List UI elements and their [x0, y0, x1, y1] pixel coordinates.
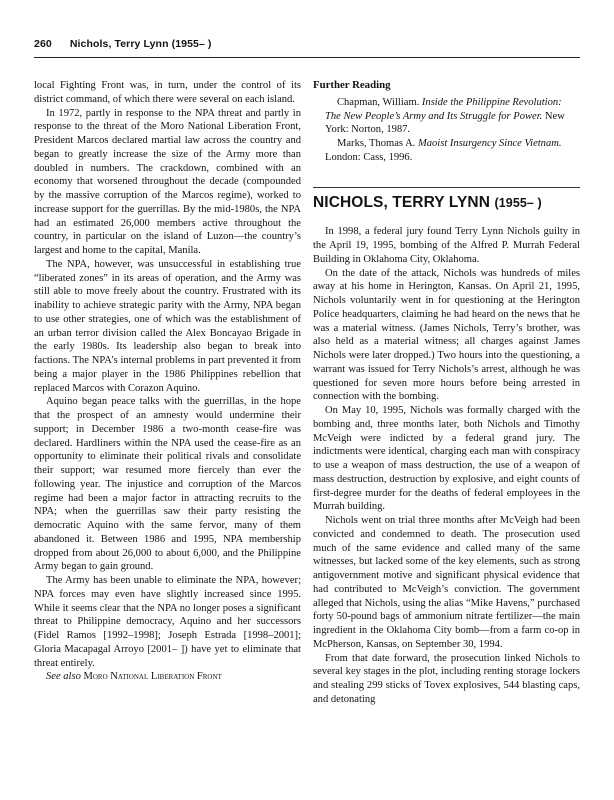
right-column	[313, 79, 580, 707]
body-paragraph: In 1972, partly in response to the NPA threat and partly in response to the threat of the Moro National Liberation Front, President Marcos declared martial law across the country and began to greatly increase the size of the Army more than doubled in numbers. The crackdown, combined with an economy that worsened throughout the decade (compounded by the massive corruption of the Marcos regime), worked to increase support for the guerrillas. By the mid-1980s, the NPA had an estimated 26,000 members active throughout the country, in particular on the island of Luzon—the country’s largest and home to the capital, Manila.	[34, 107, 301, 256]
reference-item	[313, 96, 580, 137]
body-paragraph: On the date of the attack, Nichols was hundreds of miles away at his home in Herington, Kansas. On April 21, 1995, Nichols voluntarily went in for questioning at the Herington Police headquarters, claiming he had heard on the news that he was a material witness. (James Nichols, Terry’s brother, was also held as a material witness; all charges against James Nichols were later dropped.) Two hours into the questioning, a warrant was issued for Terry Nichols’s arrest, although he was questioned for seven more hours before being arrested in connection with the bombing.	[313, 267, 580, 403]
reference-title: Maoist Insurgency Since Vietnam.	[417, 138, 562, 149]
body-paragraph: The NPA, however, was unsuccessful in establishing true “liberated zones” in its areas of operation, and the Army was still able to move freely about the country. Frustrated with its inability to achieve strategic parity with the Army, NPA began to use other strategies, one of which was the establishment of an urban terror division called the Alex Boncayao Brigade in the early 1980s. Its leadership also began to break into factions. The NPA’s internal problems in part prevented it from being a major player in the 1986 Philippines rebellion that replaced Marcos with Corazon Aquino.	[34, 258, 301, 394]
body-paragraph: Nichols went on trial three months after McVeigh had been convicted and condemned to death. The prosecution used much of the same evidence and called many of the same witnesses, but lacked some of the key elements, such as strong antigovernment motive and significant physical evidence that had contributed to McVeigh’s conviction. The government alleged that Nichols, using the alias “Mike Havens,” purchased forty 50-pound bags of ammonium nitrate fertilizer—the main ingredient in the Oklahoma City bomb—from a farm co-op in McPherson, Kansas, on September 30, 1994.	[313, 515, 580, 650]
body-paragraph: On May 10, 1995, Nichols was formally charged with the bombing and, three months later, both Nichols and Timothy McVeigh were indicted by a federal grand jury. The indictments were identical, charging each man with conspiracy to use a weapon of mass destruction, the use of a weapon of mass destruction, destruction by explosive, and eight counts of first-degree murder for the deaths of federal employees in the Murrah building.	[313, 405, 580, 513]
see-also-label: See also	[46, 671, 81, 683]
running-header	[34, 38, 580, 50]
section-rule	[313, 187, 580, 188]
page-number: 260	[34, 38, 52, 50]
left-column	[34, 79, 301, 684]
further-reading-heading: Further Reading	[313, 79, 391, 91]
header-rule	[34, 57, 580, 58]
entry-title-name: NICHOLS, TERRY LYNN	[313, 193, 491, 211]
reference-title: Inside the Philippine Revolution: The New People’s Army and Its Struggle for Power.	[325, 96, 562, 122]
body-paragraph: The Army has been unable to eliminate the NPA, however; NPA forces may even have slightly increased since 1995. While it seems clear that the NPA no longer poses a significant threat to Philippine democracy, Aquino and her successors (Fidel Ramos [1992–1998]; Joseph Estrada [1998–2001]; Gloria Macapagal Arroyo [2001– ]) have yet to eliminate that threat entirely.	[34, 575, 301, 669]
body-paragraph: Aquino began peace talks with the guerrillas, in the hope that the prospect of an amnesty would undermine their support; in December 1986 a two-month cease-fire was declared. Hardliners within the NPA used the cease-fire as an opportunity to eliminate their political rivals and consolidate their support; war resumed more fiercely than ever the following year. The injustice and corruption of the Marcos regime had been a major factor in attracting recruits to the NPA; when the guerrillas saw their party resisting the democratic Aquino with the same fervor, many of them abandoned it. Between 1986 and 1995, NPA membership dropped from about 26,000 to about 6,000, and the Philippine Army began to gain ground.	[34, 396, 301, 573]
body-paragraph: From that date forward, the prosecution linked Nichols to several key stages in the plot, including renting storage lockers and stealing 299 sticks of Tovex explosives, 544 blasting caps, and detonating	[313, 652, 580, 705]
see-also-link[interactable]: Moro National Liberation Front	[83, 671, 222, 683]
reference-item	[313, 137, 580, 165]
see-also	[34, 670, 301, 684]
entry-title	[313, 193, 580, 211]
body-paragraph: In 1998, a federal jury found Terry Lynn Nichols guilty in the April 19, 1995, bombing of the Alfred P. Murrah Federal Building in Oklahoma City, Oklahoma.	[313, 226, 580, 265]
body-paragraph: local Fighting Front was, in turn, under the control of its district command, of which there were several on each island.	[34, 80, 301, 105]
reference-author: Chapman, William.	[337, 96, 420, 108]
running-title: Nichols, Terry Lynn (1955– )	[69, 38, 212, 50]
reference-publication: New York: Norton, 1987.	[325, 110, 565, 136]
reference-author: Marks, Thomas A.	[337, 138, 416, 149]
reference-publication: London: Cass, 1996.	[325, 151, 413, 163]
entry-title-dates: (1955– )	[494, 195, 542, 210]
